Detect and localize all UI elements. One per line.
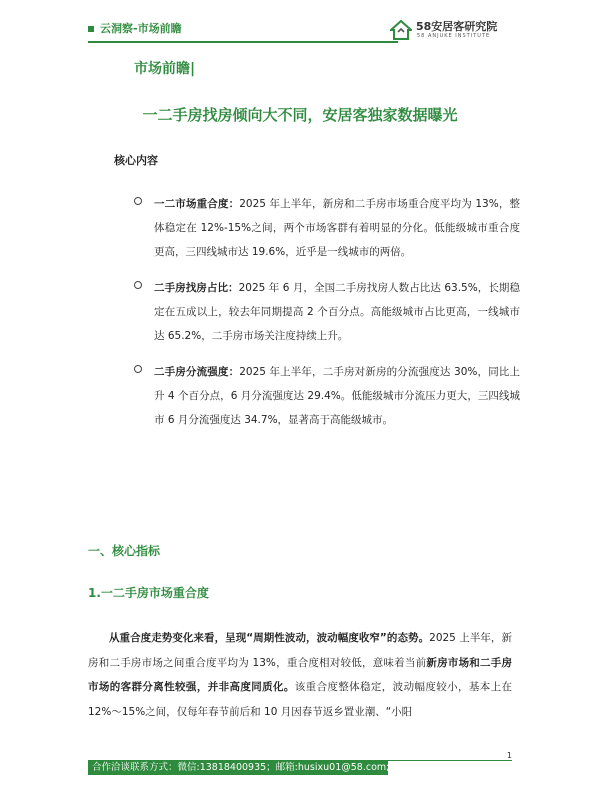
list-item-label: 二手房找房占比： (154, 282, 239, 294)
list-item-label: 二手房分流强度： (154, 366, 240, 378)
section-heading: 一、核心指标 (88, 544, 161, 558)
contact-info: 合作洽谈联系方式：微信:13818400935；邮箱:husixu01@58.com; (92, 762, 390, 773)
list-item-label: 一二市场重合度： (154, 198, 240, 210)
core-content-heading: 核心内容 (114, 154, 158, 167)
bold-phrase: 新房市场和二手房市场的客群分离性较强，并非高度同质化。 (88, 656, 512, 693)
house-logo-icon (390, 20, 412, 40)
list-item-body: 2025 年上半年，新房和二手房市场重合度平均为 13%，整体稳定在 12%-15%之间，两个市场客群有着明显的分化。低能级城市重合度更高，三四线城市达 19.6%，近乎是一线城市的两倍。 (154, 198, 521, 258)
list-item-text (154, 360, 520, 432)
list-item-text (154, 192, 520, 264)
list-item (130, 360, 520, 432)
page-footer (88, 751, 512, 775)
section-label: 市场前瞻| (134, 61, 196, 77)
list-item-body: 2025 年上半年，二手房对新房的分流强度达 30%，同比上升 4 个百分点，6 月分流强度达 29.4%。低能级城市分流压力更大，三四线城市 6 月分流强度达 34.7%，显著高于高能级城市。 (154, 366, 521, 426)
paragraph-text: 该重合度整体稳定，波动幅度较小，基本上在 12%～15%之间，仅每年春节前后和 10 月因春节返乡置业潮、“小阳 (88, 681, 512, 718)
list-item-body: 2025 年 6 月，全国二手房找房人数占比达 63.5%，长期稳定在五成以上，较去年同期提高 2 个百分点。高能级城市占比更高，一线城市达 65.2%，二手房市场关注度持续上升。 (154, 282, 521, 342)
subsection-heading: 1.一二手房市场重合度 (88, 586, 209, 600)
bold-phrase: 从重合度走势变化来看，呈现“周期性波动，波动幅度收窄”的态势。 (109, 632, 430, 644)
circle-bullet-icon (134, 281, 142, 289)
page-header (88, 18, 508, 44)
footer-bar (88, 761, 388, 775)
header-mark (88, 26, 94, 32)
logo-subtitle: 58 ANJUKE INSTITUTE (417, 33, 491, 39)
circle-bullet-icon (134, 197, 142, 205)
body-paragraph (88, 626, 512, 724)
paragraph-text: 2025 上半年，新房和二手房市场之间重合度平均为 13%，重合度相对较低，意味着当前 (88, 632, 512, 669)
header-rule (88, 41, 398, 43)
main-title: 一二手房找房倾向大不同，安居客独家数据曝光 (142, 106, 458, 124)
list-item (130, 276, 520, 348)
logo-name: 58安居客研究院 (416, 20, 498, 33)
list-item-text (154, 276, 520, 348)
list-item (130, 192, 520, 264)
page-number: 1 (506, 751, 512, 760)
institute-logo (390, 18, 510, 44)
header-title: 云洞察-市场前瞻 (100, 22, 182, 35)
core-content-list (130, 192, 520, 444)
circle-bullet-icon (134, 365, 142, 373)
